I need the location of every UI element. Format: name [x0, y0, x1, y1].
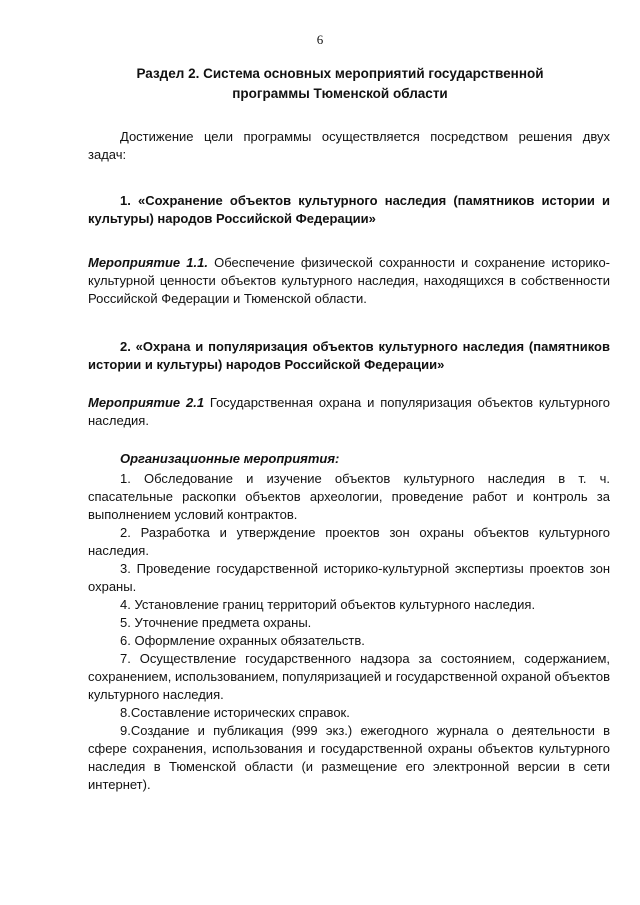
list-item: 8.Составление исторических справок.: [120, 705, 350, 720]
task-1-heading: 1. «Сохранение объектов культурного наследия (памятников истории и культуры) народов Российской Федерации»: [88, 193, 610, 226]
section-title: Раздел 2. Система основных мероприятий государственной программы Тюменской области: [136, 66, 544, 101]
list-item: 4. Установление границ территорий объектов культурного наследия.: [120, 597, 536, 612]
intro-paragraph: Достижение цели программы осуществляется посредством решения двух задач:: [88, 129, 610, 162]
org-measures-heading: Организационные мероприятия:: [120, 451, 340, 466]
list-item: 7. Осуществление государственного надзора за состоянием, содержанием, сохранением, использованием, популяризацией и государственной охраной объектов культурного наследия.: [88, 651, 610, 702]
measure-1-label: Мероприятие 1.1.: [88, 255, 208, 270]
page-number: 6: [316, 32, 324, 47]
list-item: 2. Разработка и утверждение проектов зон охраны объектов культурного наследия.: [88, 525, 610, 558]
measure-1-text: Обеспечение физической сохранности и сохранение историко-культурной ценности объектов культурного наследия, находящихся в собственности Российской Федерации и Тюменской области.: [88, 255, 610, 306]
list-item: 5. Уточнение предмета охраны.: [120, 615, 312, 630]
org-measures-list: [88, 470, 610, 794]
list-item: 3. Проведение государственной историко-культурной экспертизы проектов зон охраны.: [88, 561, 610, 594]
list-item: 6. Оформление охранных обязательств.: [120, 633, 365, 648]
measure-2-paragraph: [88, 394, 610, 430]
list-item: 9.Создание и публикация (999 экз.) ежегодного журнала о деятельности в сфере сохранения, использования и государственной охраны объектов культурного наследия в Тюменской области (и размещение его электронной версии в сети интернет).: [88, 723, 610, 792]
list-item: 1. Обследование и изучение объектов культурного наследия в т. ч. спасательные раскопки объектов археологии, проведение работ и контроль за выполнением условий контрактов.: [88, 471, 610, 522]
measure-2-label: Мероприятие 2.1: [88, 395, 205, 410]
measure-2-text: Государственная охрана и популяризация объектов культурного наследия.: [88, 395, 610, 428]
task-2-heading: 2. «Охрана и популяризация объектов культурного наследия (памятников истории и культуры) народов Российской Федерации»: [88, 339, 610, 372]
measure-1-paragraph: [88, 254, 610, 308]
